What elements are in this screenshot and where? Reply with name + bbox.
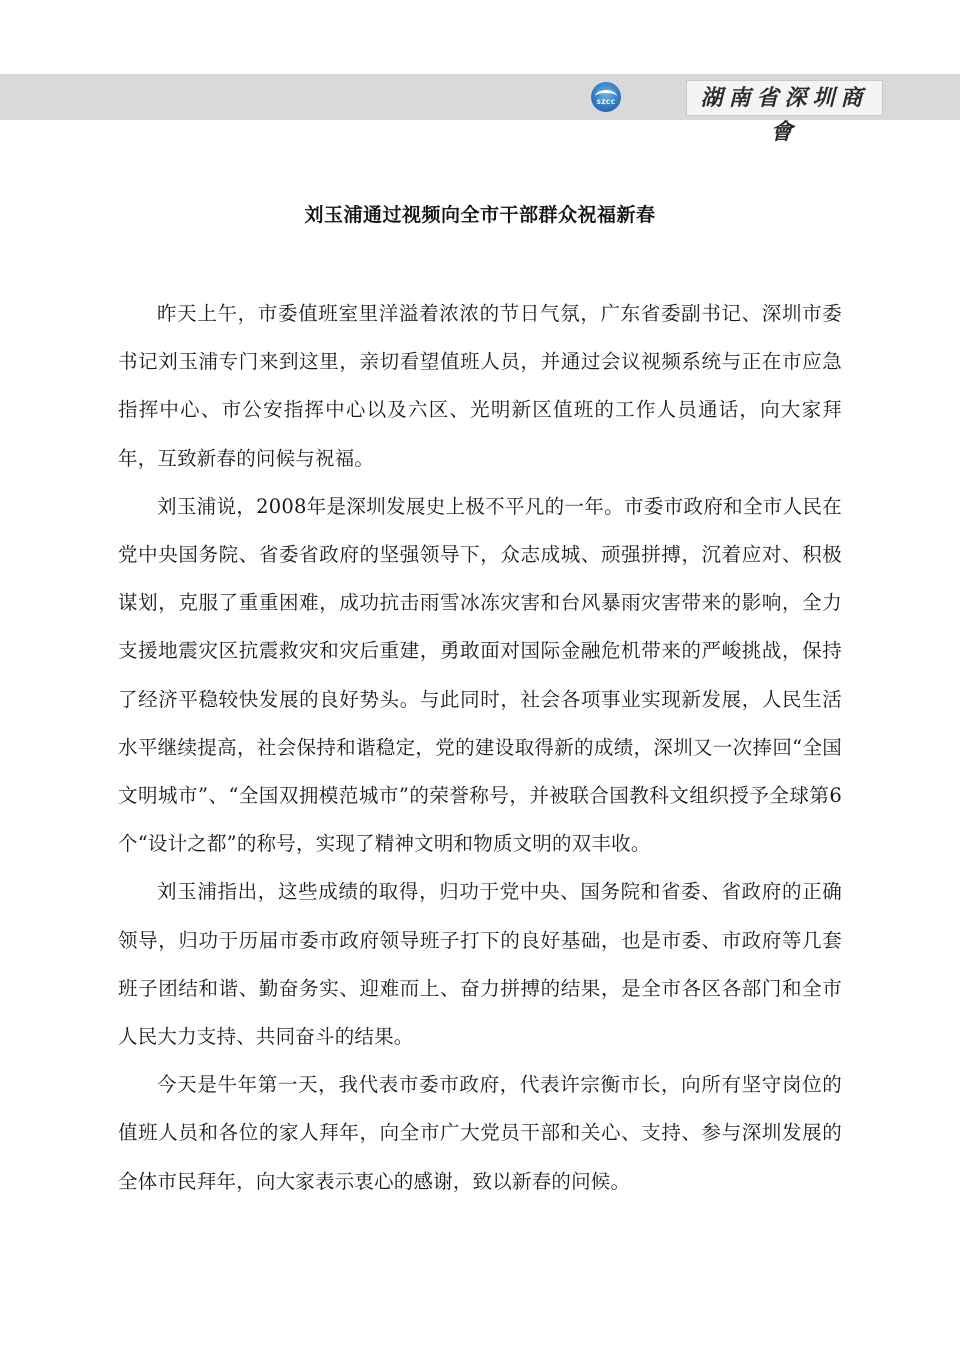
paragraph-1: 昨天上午，市委值班室里洋溢着浓浓的节日气氛，广东省委副书记、深圳市委书记刘玉浦专门来到这里，亲切看望值班人员，并通过会议视频系统与正在市应急指挥中心、市公安指挥中心以及六区、光明新区值班的工作人员通话，向大家拜年，互致新春的问候与祝福。 [118, 302, 842, 470]
paragraph-4: 今天是牛年第一天，我代表市委市政府，代表许宗衡市长，向所有坚守岗位的值班人员和各位的家人拜年，向全市广大党员干部和关心、支持、参与深圳发展的全体市民拜年，向大家表示衷心的感谢，致以新春的问候。 [118, 1073, 842, 1193]
article-title: 刘玉浦通过视频向全市干部群众祝福新春 [304, 204, 656, 226]
org-name: 湖南省深圳商會 [700, 85, 869, 145]
szcc-logo [591, 82, 621, 112]
paragraph-2: 刘玉浦说，2008年是深圳发展史上极不平凡的一年。市委市政府和全市人民在党中央国务院、省委省政府的坚强领导下，众志成城、顽强拼搏，沉着应对、积极谋划，克服了重重困难，成功抗击雨雪冰冻灾害和台风暴雨灾害带来的影响，全力支援地震灾区抗震救灾和灾后重建，勇敢面对国际金融危机带来的严峻挑战，保持了经济平稳较快发展的良好势头。与此同时，社会各项事业实现新发展，人民生活水平继续提高，社会保持和谐稳定，党的建设取得新的成绩，深圳又一次捧回“全国文明城市”、“全国双拥模范城市”的荣誉称号，并被联合国教科文组织授予全球第6个“设计之都”的称号，实现了精神文明和物质文明的双丰收。 [118, 494, 842, 856]
logo-text: SZCC [596, 99, 616, 106]
org-name-plaque [686, 80, 883, 145]
article-body [118, 290, 842, 1206]
paragraph-3: 刘玉浦指出，这些成绩的取得，归功于党中央、国务院和省委、省政府的正确领导，归功于历届市委市政府领导班子打下的良好基础，也是市委、市政府等几套班子团结和谐、勤奋务实、迎难而上、奋力拼搏的结果，是全市各区各部门和全市人民大力支持、共同奋斗的结果。 [118, 880, 842, 1049]
